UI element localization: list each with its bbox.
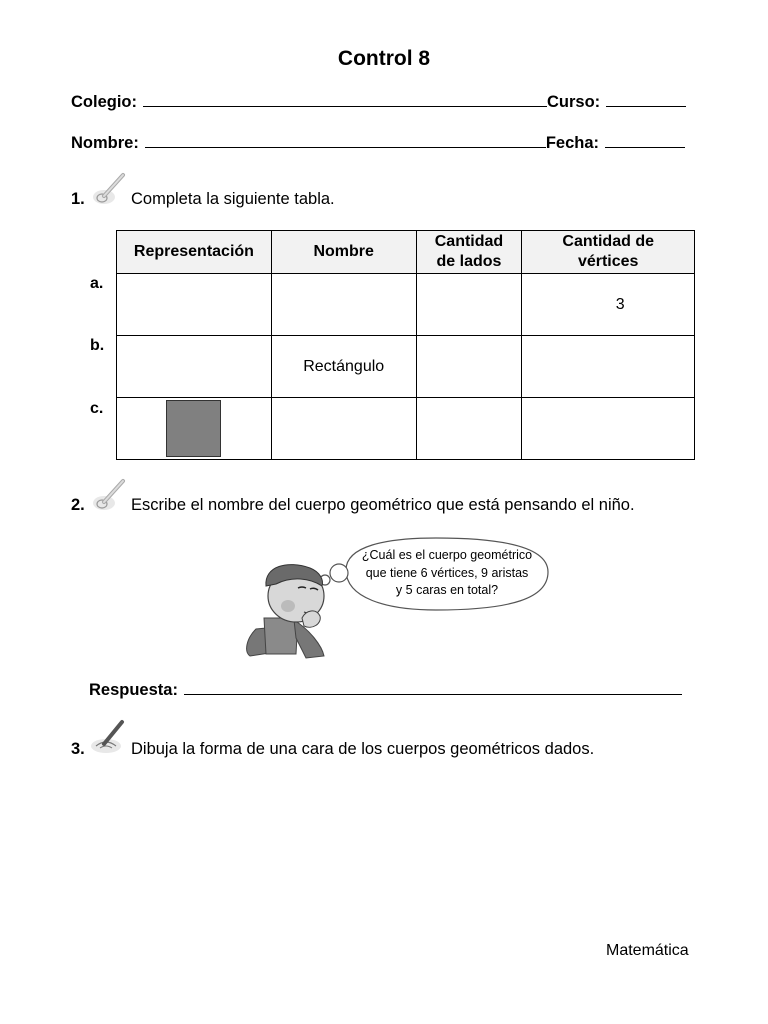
bubble-line-1: ¿Cuál es el cuerpo geométrico bbox=[361, 548, 533, 562]
cell-b-representacion[interactable] bbox=[117, 336, 272, 398]
header-nombre: Nombre bbox=[271, 231, 416, 274]
cell-a-lados[interactable] bbox=[416, 274, 522, 336]
cell-c-lados[interactable] bbox=[416, 398, 522, 460]
pencil-eraser-icon bbox=[90, 171, 128, 209]
cell-c-nombre[interactable] bbox=[271, 398, 416, 460]
row-label-c: c. bbox=[90, 400, 104, 417]
table-row-b bbox=[117, 336, 695, 398]
thinking-boy-illustration bbox=[236, 534, 552, 660]
cell-b-lados[interactable] bbox=[416, 336, 522, 398]
pencil-eraser-icon bbox=[90, 477, 128, 515]
respuesta-label: Respuesta: bbox=[89, 681, 178, 699]
curso-label: Curso: bbox=[547, 93, 601, 111]
q1-text: Completa la siguiente tabla. bbox=[131, 190, 335, 208]
cell-a-vertices bbox=[522, 274, 695, 336]
page-title: Control 8 bbox=[337, 47, 431, 70]
bubble-line-2: que tiene 6 vértices, 9 aristas bbox=[365, 566, 529, 580]
gray-square-shape bbox=[166, 400, 221, 457]
row-label-a: a. bbox=[90, 275, 104, 292]
q2-number: 2. bbox=[71, 496, 85, 514]
cell-a-nombre[interactable] bbox=[271, 274, 416, 336]
respuesta-row bbox=[89, 681, 689, 700]
cell-a-vertices-value: 3 bbox=[615, 295, 625, 313]
fecha-label: Fecha: bbox=[545, 134, 600, 152]
cell-c-representacion bbox=[117, 398, 272, 460]
cell-b-nombre: Rectángulo bbox=[271, 336, 416, 398]
table-header-row bbox=[117, 231, 695, 274]
header-lados-line2: de lados bbox=[436, 253, 502, 270]
cell-a-representacion[interactable] bbox=[117, 274, 272, 336]
shapes-table bbox=[116, 230, 695, 460]
pencil-drawing-icon bbox=[88, 718, 126, 756]
row-label-b: b. bbox=[90, 337, 105, 354]
header-vertices-line1: Cantidad de bbox=[562, 233, 654, 250]
nombre-fecha-row bbox=[71, 134, 695, 153]
colegio-label: Colegio: bbox=[71, 93, 137, 111]
nombre-blank[interactable] bbox=[145, 146, 546, 148]
bubble-line-3: y 5 caras en total? bbox=[395, 583, 499, 597]
curso-blank[interactable] bbox=[606, 105, 686, 107]
footer-subject: Matemática bbox=[606, 942, 689, 959]
colegio-blank[interactable] bbox=[143, 105, 547, 107]
header-vertices-line2: vértices bbox=[577, 253, 639, 270]
table-row-a bbox=[117, 274, 695, 336]
q2-text: Escribe el nombre del cuerpo geométrico que está pensando el niño. bbox=[131, 496, 635, 514]
fecha-blank[interactable] bbox=[605, 146, 685, 148]
header-vertices bbox=[522, 231, 695, 274]
cell-b-vertices[interactable] bbox=[522, 336, 695, 398]
header-representacion: Representación bbox=[117, 231, 272, 274]
colegio-curso-row bbox=[71, 93, 695, 112]
q3-text: Dibuja la forma de una cara de los cuerpos geométricos dados. bbox=[131, 740, 595, 758]
cell-c-vertices[interactable] bbox=[522, 398, 695, 460]
table-row-c bbox=[117, 398, 695, 460]
header-lados-line1: Cantidad bbox=[434, 233, 504, 250]
nombre-label: Nombre: bbox=[71, 134, 139, 152]
q3-number: 3. bbox=[71, 740, 85, 758]
q1-number: 1. bbox=[71, 190, 85, 208]
header-lados bbox=[416, 231, 522, 274]
respuesta-blank[interactable] bbox=[184, 693, 682, 695]
